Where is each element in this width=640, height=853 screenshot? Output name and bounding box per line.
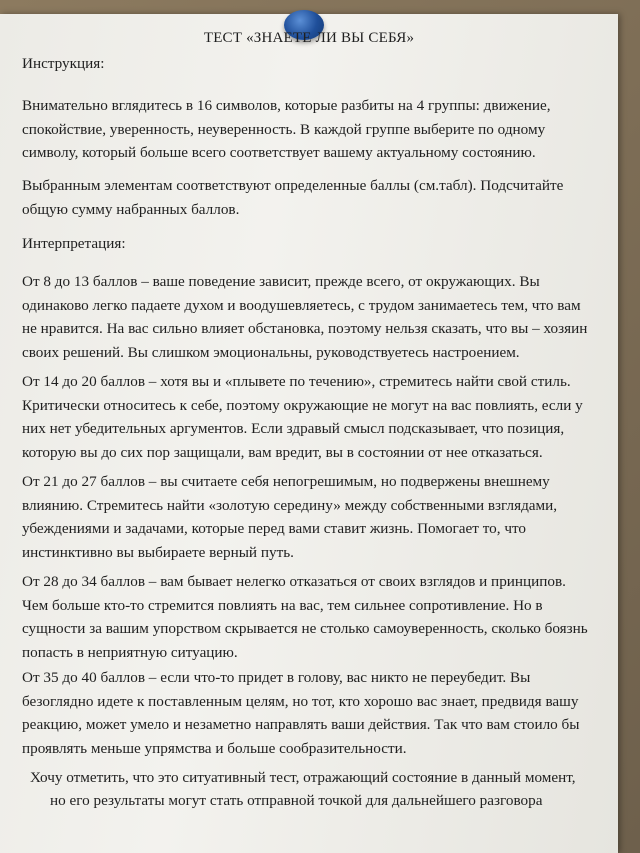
page-title: ТЕСТ «ЗНАЕТЕ ЛИ ВЫ СЕБЯ» bbox=[203, 30, 415, 46]
closing-note-line-1: Хочу отметить, что это ситуативный тест, отражающий состояние в данный момент, bbox=[30, 769, 576, 786]
paper-sheet bbox=[0, 14, 618, 853]
closing-note-line-2: но его результаты могут стать отправной точкой для дальнейшего разговора bbox=[50, 792, 543, 809]
instruction-heading: Инструкция: bbox=[22, 55, 105, 72]
range-14-20-paragraph: От 14 до 20 баллов – хотя вы и «плывете по течению», стремитесь найти свой стиль. Критически относитесь к себе, поэтому окружающие не могут на вас повлиять, если у них нет убедительных аргументов. Если здравый смысл подсказывает, что позиция, которую вы до сих пор защищали, вам вредит, вы в состоянии от нее отказаться. bbox=[22, 373, 583, 461]
range-35-40-paragraph: От 35 до 40 баллов – если что-то придет в голову, вас никто не переубедит. Вы безоглядно идете к поставленным целям, но тот, кто хорошо вас знает, предвидя вашу реакцию, может умело и незаметно направлять ваши действия. Так что вам стоило бы проявлять меньше упрямства и больше сообразительности. bbox=[22, 669, 580, 757]
range-8-13-paragraph: От 8 до 13 баллов – ваше поведение зависит, прежде всего, от окружающих. Вы одинаково легко падаете духом и воодушевляетесь, с трудом занимаетесь тем, что вам не нравится. На вас сильно влияет обстановка, поэтому нельзя сказать, что вы – хозяин своих решений. Вы слишком эмоциональны, руководствуетесь настроением. bbox=[22, 273, 588, 361]
scoring-paragraph: Выбранным элементам соответствуют определенные баллы (см.табл). Подсчитайте общую сумму набранных баллов. bbox=[22, 177, 564, 218]
interpretation-heading: Интерпретация: bbox=[22, 235, 126, 252]
range-21-27-paragraph: От 21 до 27 баллов – вы считаете себя непогрешимым, но подвержены внешнему влиянию. Стремитесь найти «золотую середину» между собственными взглядами, убеждениями и задачами, которые перед вами ставит жизнь. Помогает то, что инстинктивно вы выбираете верный путь. bbox=[22, 473, 558, 561]
closing-note bbox=[30, 766, 590, 812]
range-28-34-paragraph: От 28 до 34 баллов – вам бывает нелегко отказаться от своих взглядов и принципов. Чем больше кто-то стремится повлиять на вас, тем сильнее сопротивление. Но в сущности за вашим упорством скрывается не столько самоуверенность, сколько боязнь попасть в неприятную ситуацию. bbox=[22, 573, 588, 661]
instruction-paragraph: Внимательно вглядитесь в 16 символов, которые разбиты на 4 группы: движение, спокойствие, уверенность, неуверенность. В каждой группе выберите по одному символу, который больше всего соответствует вашему актуальному состоянию. bbox=[22, 97, 551, 161]
